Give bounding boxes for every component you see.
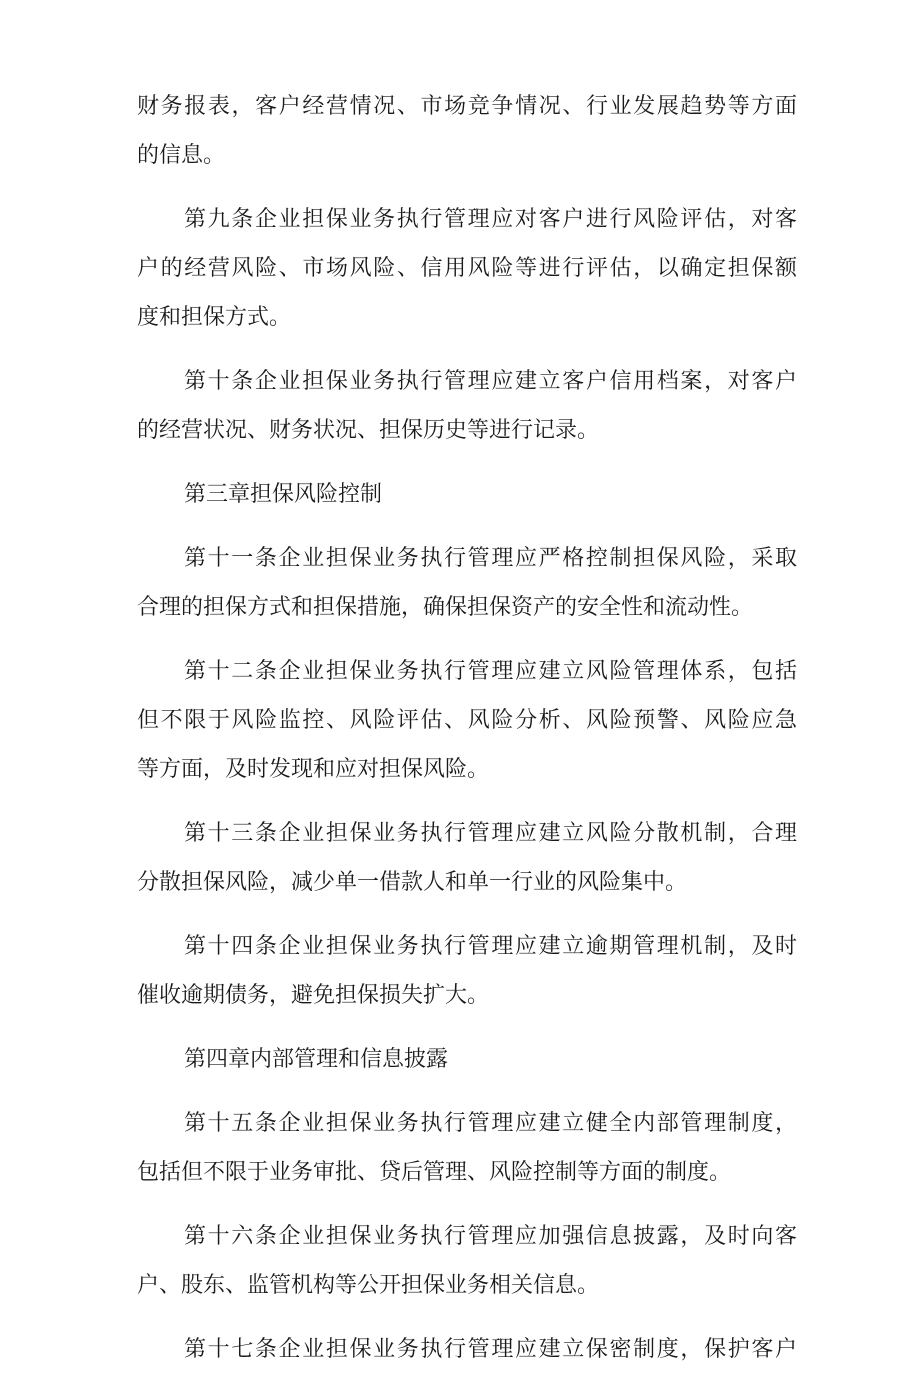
article-17-line: 第十七条企业担保业务执行管理应建立保密制度，保护客户 bbox=[184, 1337, 797, 1362]
paragraph-line: 财务报表，客户经营情况、市场竞争情况、行业发展趋势等方面 bbox=[137, 94, 797, 119]
article-13-line: 分散担保风险，减少单一借款人和单一行业的风险集中。 bbox=[137, 870, 688, 895]
chapter-3-heading: 第三章担保风险控制 bbox=[184, 482, 383, 507]
article-9-line: 户的经营风险、市场风险、信用风险等进行评估，以确定担保额 bbox=[137, 256, 797, 281]
article-11-line: 合理的担保方式和担保措施，确保担保资产的安全性和流动性。 bbox=[137, 595, 754, 620]
article-11-line: 第十一条企业担保业务执行管理应严格控制担保风险，采取 bbox=[184, 546, 797, 571]
article-15-line: 第十五条企业担保业务执行管理应建立健全内部管理制度， bbox=[184, 1111, 797, 1136]
article-14-line: 第十四条企业担保业务执行管理应建立逾期管理机制，及时 bbox=[184, 934, 797, 959]
article-13-line: 第十三条企业担保业务执行管理应建立风险分散机制，合理 bbox=[184, 821, 797, 846]
article-14-line: 催收逾期债务，避免担保损失扩大。 bbox=[137, 983, 490, 1008]
article-15-line: 包括但不限于业务审批、贷后管理、风险控制等方面的制度。 bbox=[137, 1160, 732, 1185]
chapter-4-heading: 第四章内部管理和信息披露 bbox=[184, 1047, 449, 1072]
article-9-line: 度和担保方式。 bbox=[137, 305, 292, 330]
article-10-line: 第十条企业担保业务执行管理应建立客户信用档案，对客户 bbox=[184, 369, 797, 394]
article-10-line: 的经营状况、财务状况、担保历史等进行记录。 bbox=[137, 418, 600, 443]
article-16-line: 第十六条企业担保业务执行管理应加强信息披露，及时向客 bbox=[184, 1224, 797, 1249]
document-body bbox=[137, 82, 797, 1374]
article-12-line: 第十二条企业担保业务执行管理应建立风险管理体系，包括 bbox=[184, 659, 797, 684]
article-9-line: 第九条企业担保业务执行管理应对客户进行风险评估，对客 bbox=[184, 207, 797, 232]
article-12-line: 但不限于风险监控、风险评估、风险分析、风险预警、风险应急 bbox=[137, 708, 797, 733]
paragraph-line: 的信息。 bbox=[137, 143, 226, 168]
article-12-line: 等方面，及时发现和应对担保风险。 bbox=[137, 757, 490, 782]
article-16-line: 户、股东、监管机构等公开担保业务相关信息。 bbox=[137, 1273, 600, 1298]
